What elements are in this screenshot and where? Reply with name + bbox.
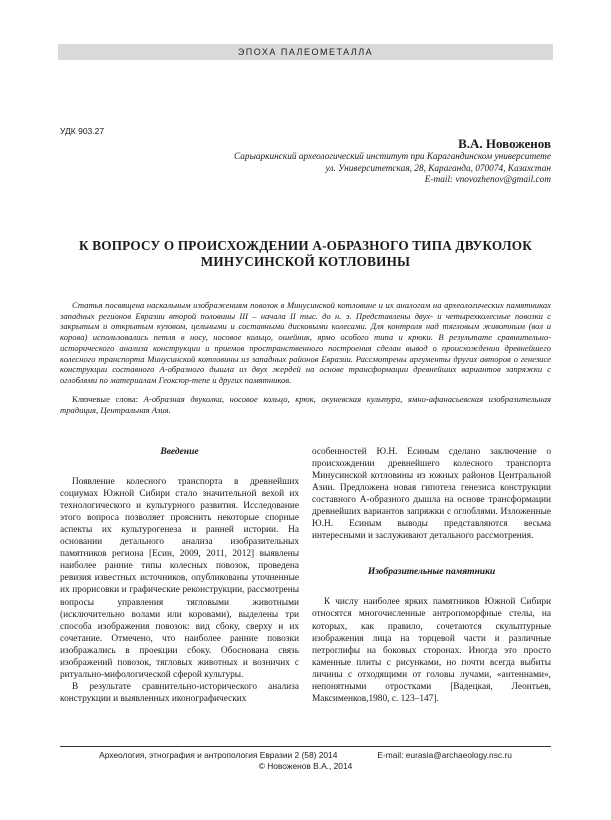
address: ул. Университетская, 28, Караганда, 070074, Казахстан <box>325 163 551 174</box>
udk-code: УДК 903.27 <box>60 126 105 136</box>
article-title <box>60 238 551 270</box>
journal-email[interactable]: E-mail: eurasia@archaeology.nsc.ru <box>377 750 512 760</box>
keywords <box>60 394 551 415</box>
keywords-label: Ключевые слова: <box>72 394 139 404</box>
column-left <box>60 446 299 705</box>
title-line-2: МИНУСИНСКОЙ КОТЛОВИНЫ <box>200 254 411 269</box>
title-line-1: К ВОПРОСУ О ПРОИСХОЖДЕНИИ А-ОБРАЗНОГО ТИПА ДВУКОЛОК <box>79 238 532 253</box>
author-email[interactable]: E-mail: vnovozhenov@gmail.com <box>424 175 551 185</box>
column-right <box>312 446 551 705</box>
section-heading-intro: Введение <box>160 447 199 457</box>
section-header: ЭПОХА ПАЛЕОМЕТАЛЛА <box>58 44 553 60</box>
copyright: © Новоженов В.А., 2014 <box>258 761 353 771</box>
affiliation: Сарыаркинский археологический институт при Карагандинском университете <box>234 152 551 162</box>
paragraph: К числу наиболее ярких памятников Южной Сибири относятся многочисленные антропоморфные стелы, на которых, как правило, сочетаются скульптурные изображения лица на торцевой части и различные петроглифы на боковых сторонах. Иногда это просто каменные плиты с рисунками, но почти всегда выбиты личины с отходящими от головы лучами, «антеннами», непонятными отростками [Вадецкая, Леонтьев, Максименков,1980, с. 123–147]. <box>312 597 551 704</box>
abstract: Статья посвящена наскальным изображениям повозок в Минусинской котловине и их аналогам на археологических памятниках западных регионов Евразии второй половины III – начала II тыс. до н. э. Представлены двух- и четырехколесные повозки с закрытым и открытым кузовом, цельными и составными дисковыми колесами. Для контроля над тягловым животным (вол и корова) использовались петля в носу, носовое кольцо, ошейник, ярмо особого типа и крюки. В результате сравнительно-исторического анализа конструкции и приемов пространственного построения сделан вывод о происхождении древнейшего колесного транспорта Минусинской котловины из западных районов Евразии. Рассмотрены аргументы других авторов о генезисе конструкции составного А-образного дышла из двух жердей на основе трансформации древнейших вариантов запряжки с оглоблями по материалам Геоксюр-тепе и других памятников. <box>60 300 551 385</box>
footer <box>60 750 551 760</box>
author-affiliation-block <box>131 152 551 187</box>
paragraph: особенностей Ю.Н. Есиным сделано заключение о происхождении древнейшего колесного транспорта Минусинской котловины из южных районов Центральной Азии. Предложена новая гипотеза генезиса конструкции составного А-образного дышла на основе трансформации древнейших вариантов запряжки с оглоблями. Изложенные Ю.Н. Есиным выводы представляются весьма интересными и заслуживают детального рассмотрения. <box>312 447 551 542</box>
journal-citation: Археология, этнография и антропология Евразии 2 (58) 2014 <box>99 750 338 760</box>
paragraph: В результате сравнительно-исторического анализа конструкции и выявленных иконографических <box>60 681 299 704</box>
author-name: В.А. Новоженов <box>458 136 551 151</box>
paragraph: Появление колесного транспорта в древнейших социумах Южной Сибири стало значительной вехой их технологического и культурного развития. Исследование этого вопроса позволяет прояснить некоторые спорные аспекты их культурогенеза и ранней истории. На основании детального анализа изобразительных памятников региона [Есин, 2009, 2011, 2012] выявлены наиболее ранние типы колесных повозок, проведена ревизия известных источников, опубликованы уточненные их прорисовки и графические реконструкции, рассмотрены вопросы управления тягловыми животными (исключительно волами или коровами), выделены три способа изображения повозок: вид сбоку, сверху и их сочетание. Отмечено, что наиболее ранние повозки изображались в проекции сбоку. Обоснована связь изображений повозок, тягловых животных и возничих с ритуально-мифологической сферой культуры. <box>60 477 299 680</box>
section-heading-monuments: Изобразительные памятники <box>367 567 496 578</box>
keywords-text: А-образная двуколка, носовое кольцо, крюк, окуневская культура, ямно-афанасьевская изобразительная традиция, Центральная Азия. <box>60 394 551 415</box>
footer-divider <box>60 746 551 747</box>
